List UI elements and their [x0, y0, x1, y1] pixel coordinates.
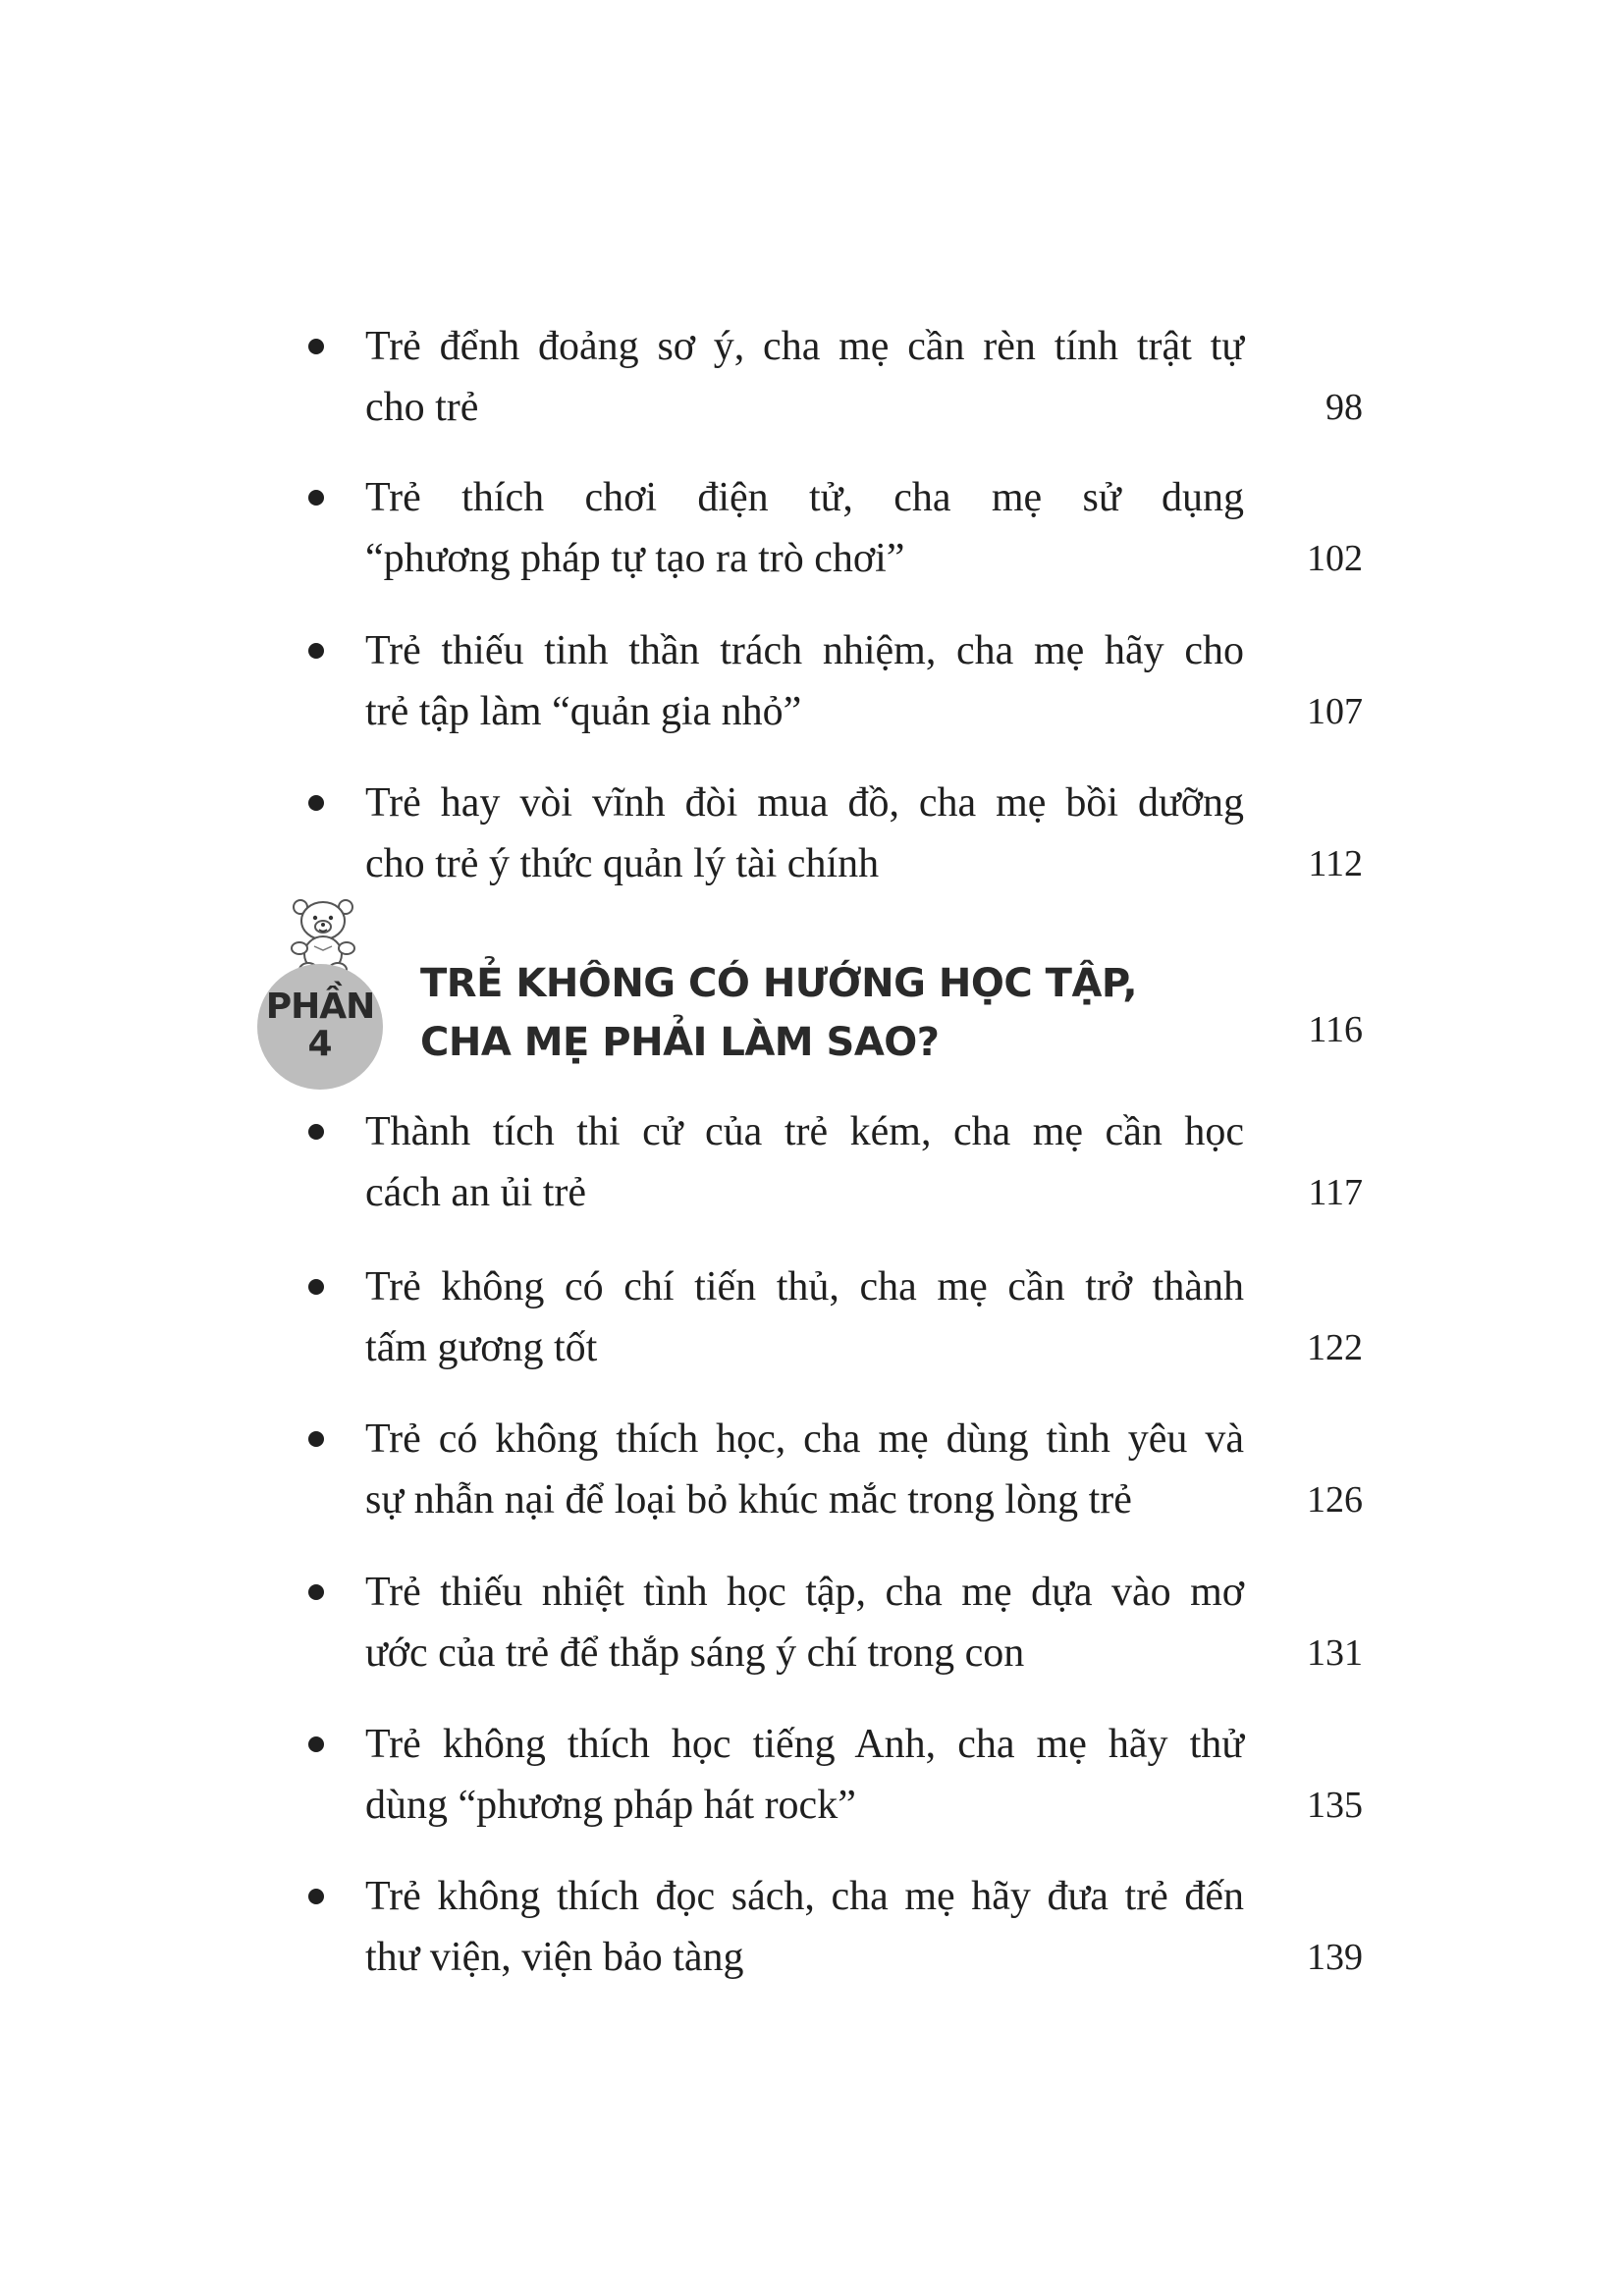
toc-entry-line: Trẻ có không thích học, cha mẹ dùng tình yêu và: [365, 1416, 1244, 1462]
toc-entry-text: [365, 316, 1244, 438]
toc-entry-text: [365, 1866, 1244, 1988]
bullet-icon: [308, 1889, 324, 1904]
section-title-line: TRẺ KHÔNG CÓ HƯỚNG HỌC TẬP,: [420, 961, 1138, 1006]
toc-entry-text: [365, 1101, 1244, 1223]
toc-entry-line: Trẻ không có chí tiến thủ, cha mẹ cần trở thành: [365, 1264, 1244, 1309]
toc-entry-text: [365, 467, 1244, 589]
toc-page-number: 139: [1307, 1937, 1363, 1978]
part-badge-number: 4: [307, 1024, 333, 1064]
toc-entry-line: cho trẻ: [365, 385, 479, 430]
toc-entry-line: Trẻ thiếu tinh thần trách nhiệm, cha mẹ hãy cho: [365, 628, 1244, 673]
toc-entry-text: [365, 773, 1244, 894]
bullet-icon: [308, 1279, 324, 1295]
part-badge-label: PHẦN: [265, 987, 375, 1027]
toc-page-number: 107: [1307, 691, 1363, 732]
toc-entry-text: [365, 1714, 1244, 1836]
bullet-icon: [308, 1736, 324, 1752]
toc-entry-line: cách an ủi trẻ: [365, 1170, 587, 1215]
section-title: [420, 954, 1225, 1072]
bullet-icon: [308, 1584, 324, 1600]
bullet-icon: [308, 795, 324, 811]
toc-entry-line: tấm gương tốt: [365, 1325, 598, 1370]
toc-entry-text: [365, 1256, 1244, 1378]
toc-entry-line: Trẻ thích chơi điện tử, cha mẹ sử dụng: [365, 475, 1244, 520]
toc-page-number: 135: [1307, 1785, 1363, 1826]
toc-entry-line: trẻ tập làm “quản gia nhỏ”: [365, 689, 802, 734]
toc-entry-line: Trẻ hay vòi vĩnh đòi mua đồ, cha mẹ bồi dưỡng: [365, 780, 1244, 826]
toc-entry-line: Trẻ không thích học tiếng Anh, cha mẹ hãy thử: [365, 1722, 1244, 1767]
bullet-icon: [308, 339, 324, 354]
toc-page-number: 102: [1307, 538, 1363, 579]
bullet-icon: [308, 490, 324, 506]
toc-entry-line: Trẻ thiếu nhiệt tình học tập, cha mẹ dựa vào mơ: [365, 1570, 1244, 1615]
toc-page-number: 117: [1308, 1172, 1363, 1213]
toc-entry-text: [365, 1562, 1244, 1683]
toc-entry-text: [365, 1409, 1244, 1530]
section-title-line: CHA MẸ PHẢI LÀM SAO?: [420, 1020, 940, 1065]
toc-page-number: 122: [1307, 1327, 1363, 1368]
toc-page-number: 126: [1307, 1479, 1363, 1521]
toc-entry-line: sự nhẫn nại để loại bỏ khúc mắc trong lòng trẻ: [365, 1477, 1132, 1522]
toc-entry-line: “phương pháp tự tạo ra trò chơi”: [365, 536, 905, 581]
toc-page-number: 131: [1307, 1632, 1363, 1674]
toc-entry-line: cho trẻ ý thức quản lý tài chính: [365, 841, 880, 886]
bullet-icon: [308, 1431, 324, 1447]
bullet-icon: [308, 643, 324, 659]
toc-entry-line: ước của trẻ để thắp sáng ý chí trong con: [365, 1630, 1025, 1676]
toc-page-number: 98: [1325, 387, 1363, 428]
toc-entry-line: thư viện, viện bảo tàng: [365, 1935, 744, 1980]
section-page-number: 116: [1308, 1009, 1363, 1050]
toc-entry-line: Trẻ không thích đọc sách, cha mẹ hãy đưa trẻ đến: [365, 1874, 1244, 1919]
toc-entry-line: Trẻ đểnh đoảng sơ ý, cha mẹ cần rèn tính trật tự: [365, 324, 1244, 369]
toc-entry-line: dùng “phương pháp hát rock”: [365, 1783, 856, 1828]
toc-entry-line: Thành tích thi cử của trẻ kém, cha mẹ cần học: [365, 1109, 1244, 1154]
toc-page-number: 112: [1308, 843, 1363, 884]
part-badge: [257, 899, 385, 1086]
bullet-icon: [308, 1124, 324, 1140]
toc-entry-text: [365, 620, 1244, 742]
